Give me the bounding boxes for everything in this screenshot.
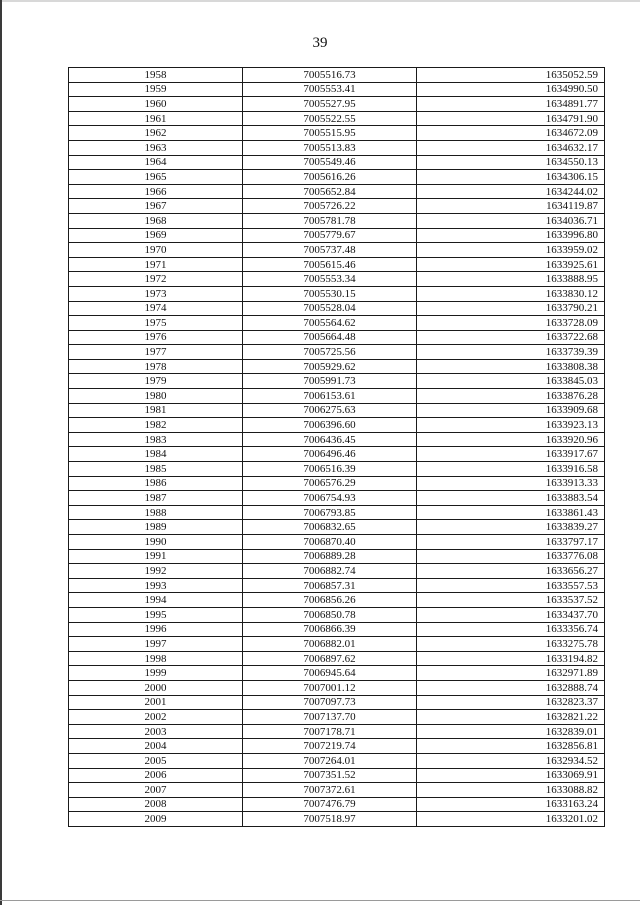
x-coordinate-cell: 7005737.48 xyxy=(243,243,417,258)
y-coordinate-cell: 1633913.33 xyxy=(417,476,605,491)
y-coordinate-cell: 1633861.43 xyxy=(417,505,605,520)
table-row xyxy=(69,695,605,710)
point-number-cell: 1961 xyxy=(69,111,243,126)
y-coordinate-cell: 1633194.82 xyxy=(417,651,605,666)
point-number-cell: 1966 xyxy=(69,184,243,199)
y-coordinate-cell: 1633790.21 xyxy=(417,301,605,316)
point-number-cell: 1979 xyxy=(69,374,243,389)
point-number-cell: 1977 xyxy=(69,345,243,360)
y-coordinate-cell: 1633088.82 xyxy=(417,783,605,798)
x-coordinate-cell: 7007351.52 xyxy=(243,768,417,783)
point-number-cell: 2001 xyxy=(69,695,243,710)
page-top-edge xyxy=(0,0,640,2)
point-number-cell: 1994 xyxy=(69,593,243,608)
table-row xyxy=(69,126,605,141)
point-number-cell: 2008 xyxy=(69,797,243,812)
table-row xyxy=(69,97,605,112)
x-coordinate-cell: 7005515.95 xyxy=(243,126,417,141)
point-number-cell: 1993 xyxy=(69,578,243,593)
table-row xyxy=(69,724,605,739)
point-number-cell: 1982 xyxy=(69,418,243,433)
page-bottom-edge xyxy=(0,900,640,901)
point-number-cell: 1965 xyxy=(69,170,243,185)
table-row xyxy=(69,593,605,608)
x-coordinate-cell: 7006576.29 xyxy=(243,476,417,491)
table-row xyxy=(69,680,605,695)
x-coordinate-cell: 7005527.95 xyxy=(243,97,417,112)
point-number-cell: 1997 xyxy=(69,637,243,652)
y-coordinate-cell: 1633797.17 xyxy=(417,535,605,550)
table-row xyxy=(69,257,605,272)
y-coordinate-cell: 1633845.03 xyxy=(417,374,605,389)
y-coordinate-cell: 1634672.09 xyxy=(417,126,605,141)
x-coordinate-cell: 7005726.22 xyxy=(243,199,417,214)
y-coordinate-cell: 1633923.13 xyxy=(417,418,605,433)
point-number-cell: 1975 xyxy=(69,316,243,331)
x-coordinate-cell: 7007264.01 xyxy=(243,753,417,768)
table-row xyxy=(69,418,605,433)
table-row xyxy=(69,753,605,768)
point-number-cell: 1962 xyxy=(69,126,243,141)
point-number-cell: 1999 xyxy=(69,666,243,681)
table-row xyxy=(69,286,605,301)
point-number-cell: 2009 xyxy=(69,812,243,827)
x-coordinate-cell: 7005616.26 xyxy=(243,170,417,185)
table-row xyxy=(69,637,605,652)
table-row xyxy=(69,491,605,506)
table-row xyxy=(69,199,605,214)
y-coordinate-cell: 1633888.95 xyxy=(417,272,605,287)
table-row xyxy=(69,68,605,83)
y-coordinate-cell: 1633437.70 xyxy=(417,607,605,622)
point-number-cell: 1983 xyxy=(69,432,243,447)
x-coordinate-cell: 7005929.62 xyxy=(243,359,417,374)
y-coordinate-cell: 1632856.81 xyxy=(417,739,605,754)
table-row xyxy=(69,243,605,258)
x-coordinate-cell: 7007518.97 xyxy=(243,812,417,827)
x-coordinate-cell: 7006945.64 xyxy=(243,666,417,681)
point-number-cell: 1996 xyxy=(69,622,243,637)
table-row xyxy=(69,476,605,491)
y-coordinate-cell: 1633557.53 xyxy=(417,578,605,593)
point-number-cell: 2005 xyxy=(69,753,243,768)
x-coordinate-cell: 7006436.45 xyxy=(243,432,417,447)
y-coordinate-cell: 1634990.50 xyxy=(417,82,605,97)
table-row xyxy=(69,316,605,331)
y-coordinate-cell: 1634550.13 xyxy=(417,155,605,170)
table-row xyxy=(69,797,605,812)
y-coordinate-cell: 1633656.27 xyxy=(417,564,605,579)
x-coordinate-cell: 7006897.62 xyxy=(243,651,417,666)
y-coordinate-cell: 1632821.22 xyxy=(417,710,605,725)
table-row xyxy=(69,170,605,185)
point-number-cell: 2002 xyxy=(69,710,243,725)
x-coordinate-cell: 7006754.93 xyxy=(243,491,417,506)
table-row xyxy=(69,520,605,535)
x-coordinate-cell: 7005553.41 xyxy=(243,82,417,97)
y-coordinate-cell: 1633163.24 xyxy=(417,797,605,812)
x-coordinate-cell: 7006856.26 xyxy=(243,593,417,608)
point-number-cell: 1959 xyxy=(69,82,243,97)
table-row xyxy=(69,651,605,666)
y-coordinate-cell: 1633839.27 xyxy=(417,520,605,535)
table-row xyxy=(69,330,605,345)
point-number-cell: 1984 xyxy=(69,447,243,462)
y-coordinate-cell: 1634632.17 xyxy=(417,140,605,155)
x-coordinate-cell: 7006793.85 xyxy=(243,505,417,520)
table-row xyxy=(69,549,605,564)
x-coordinate-cell: 7007476.79 xyxy=(243,797,417,812)
point-number-cell: 1974 xyxy=(69,301,243,316)
x-coordinate-cell: 7006153.61 xyxy=(243,389,417,404)
x-coordinate-cell: 7005564.62 xyxy=(243,316,417,331)
point-number-cell: 1986 xyxy=(69,476,243,491)
x-coordinate-cell: 7005615.46 xyxy=(243,257,417,272)
table-row xyxy=(69,155,605,170)
table-row xyxy=(69,710,605,725)
point-number-cell: 1995 xyxy=(69,607,243,622)
point-number-cell: 2004 xyxy=(69,739,243,754)
table-row xyxy=(69,389,605,404)
x-coordinate-cell: 7005725.56 xyxy=(243,345,417,360)
x-coordinate-cell: 7005516.73 xyxy=(243,68,417,83)
y-coordinate-cell: 1632971.89 xyxy=(417,666,605,681)
table-row xyxy=(69,432,605,447)
y-coordinate-cell: 1634244.02 xyxy=(417,184,605,199)
y-coordinate-cell: 1633808.38 xyxy=(417,359,605,374)
table-row xyxy=(69,535,605,550)
x-coordinate-cell: 7006882.01 xyxy=(243,637,417,652)
y-coordinate-cell: 1633356.74 xyxy=(417,622,605,637)
point-number-cell: 1960 xyxy=(69,97,243,112)
x-coordinate-cell: 7005549.46 xyxy=(243,155,417,170)
y-coordinate-cell: 1633876.28 xyxy=(417,389,605,404)
y-coordinate-cell: 1634036.71 xyxy=(417,213,605,228)
x-coordinate-cell: 7005781.78 xyxy=(243,213,417,228)
point-number-cell: 1976 xyxy=(69,330,243,345)
table-row xyxy=(69,739,605,754)
coordinate-table xyxy=(68,67,605,827)
point-number-cell: 1981 xyxy=(69,403,243,418)
table-row xyxy=(69,82,605,97)
x-coordinate-cell: 7005553.34 xyxy=(243,272,417,287)
point-number-cell: 2007 xyxy=(69,783,243,798)
x-coordinate-cell: 7006850.78 xyxy=(243,607,417,622)
table-row xyxy=(69,301,605,316)
point-number-cell: 1970 xyxy=(69,243,243,258)
y-coordinate-cell: 1633275.78 xyxy=(417,637,605,652)
table-row xyxy=(69,111,605,126)
y-coordinate-cell: 1632823.37 xyxy=(417,695,605,710)
point-number-cell: 1998 xyxy=(69,651,243,666)
table-row xyxy=(69,345,605,360)
point-number-cell: 1972 xyxy=(69,272,243,287)
x-coordinate-cell: 7006857.31 xyxy=(243,578,417,593)
x-coordinate-cell: 7006882.74 xyxy=(243,564,417,579)
table-row xyxy=(69,505,605,520)
table-row xyxy=(69,403,605,418)
table-row xyxy=(69,447,605,462)
table-row xyxy=(69,607,605,622)
table-row xyxy=(69,622,605,637)
table-row xyxy=(69,783,605,798)
y-coordinate-cell: 1633920.96 xyxy=(417,432,605,447)
point-number-cell: 1968 xyxy=(69,213,243,228)
x-coordinate-cell: 7006866.39 xyxy=(243,622,417,637)
x-coordinate-cell: 7007372.61 xyxy=(243,783,417,798)
x-coordinate-cell: 7005991.73 xyxy=(243,374,417,389)
y-coordinate-cell: 1633883.54 xyxy=(417,491,605,506)
y-coordinate-cell: 1633776.08 xyxy=(417,549,605,564)
point-number-cell: 1978 xyxy=(69,359,243,374)
point-number-cell: 1991 xyxy=(69,549,243,564)
x-coordinate-cell: 7005652.84 xyxy=(243,184,417,199)
x-coordinate-cell: 7005513.83 xyxy=(243,140,417,155)
y-coordinate-cell: 1632888.74 xyxy=(417,680,605,695)
y-coordinate-cell: 1633959.02 xyxy=(417,243,605,258)
point-number-cell: 1987 xyxy=(69,491,243,506)
y-coordinate-cell: 1633830.12 xyxy=(417,286,605,301)
table-row xyxy=(69,578,605,593)
x-coordinate-cell: 7006396.60 xyxy=(243,418,417,433)
x-coordinate-cell: 7007178.71 xyxy=(243,724,417,739)
y-coordinate-cell: 1632934.52 xyxy=(417,753,605,768)
table-row xyxy=(69,812,605,827)
point-number-cell: 1985 xyxy=(69,462,243,477)
y-coordinate-cell: 1632839.01 xyxy=(417,724,605,739)
x-coordinate-cell: 7006516.39 xyxy=(243,462,417,477)
point-number-cell: 1988 xyxy=(69,505,243,520)
x-coordinate-cell: 7006870.40 xyxy=(243,535,417,550)
y-coordinate-cell: 1633069.91 xyxy=(417,768,605,783)
y-coordinate-cell: 1633739.39 xyxy=(417,345,605,360)
x-coordinate-cell: 7005528.04 xyxy=(243,301,417,316)
point-number-cell: 1964 xyxy=(69,155,243,170)
point-number-cell: 1967 xyxy=(69,199,243,214)
x-coordinate-cell: 7006889.28 xyxy=(243,549,417,564)
page-number: 39 xyxy=(312,35,328,51)
y-coordinate-cell: 1634791.90 xyxy=(417,111,605,126)
table-row xyxy=(69,374,605,389)
table-row xyxy=(69,564,605,579)
y-coordinate-cell: 1634891.77 xyxy=(417,97,605,112)
x-coordinate-cell: 7007219.74 xyxy=(243,739,417,754)
point-number-cell: 1971 xyxy=(69,257,243,272)
y-coordinate-cell: 1633537.52 xyxy=(417,593,605,608)
point-number-cell: 2006 xyxy=(69,768,243,783)
x-coordinate-cell: 7007137.70 xyxy=(243,710,417,725)
table-row xyxy=(69,768,605,783)
x-coordinate-cell: 7005530.15 xyxy=(243,286,417,301)
y-coordinate-cell: 1633722.68 xyxy=(417,330,605,345)
y-coordinate-cell: 1633917.67 xyxy=(417,447,605,462)
y-coordinate-cell: 1635052.59 xyxy=(417,68,605,83)
y-coordinate-cell: 1633916.58 xyxy=(417,462,605,477)
point-number-cell: 1973 xyxy=(69,286,243,301)
point-number-cell: 1980 xyxy=(69,389,243,404)
point-number-cell: 1992 xyxy=(69,564,243,579)
x-coordinate-cell: 7005779.67 xyxy=(243,228,417,243)
x-coordinate-cell: 7005522.55 xyxy=(243,111,417,126)
table-row xyxy=(69,462,605,477)
y-coordinate-cell: 1634306.15 xyxy=(417,170,605,185)
x-coordinate-cell: 7005664.48 xyxy=(243,330,417,345)
table-row xyxy=(69,272,605,287)
x-coordinate-cell: 7006496.46 xyxy=(243,447,417,462)
table-row xyxy=(69,140,605,155)
page-left-edge xyxy=(0,0,2,905)
y-coordinate-cell: 1634119.87 xyxy=(417,199,605,214)
y-coordinate-cell: 1633925.61 xyxy=(417,257,605,272)
point-number-cell: 1963 xyxy=(69,140,243,155)
table-row xyxy=(69,359,605,374)
point-number-cell: 1989 xyxy=(69,520,243,535)
x-coordinate-cell: 7006832.65 xyxy=(243,520,417,535)
point-number-cell: 1958 xyxy=(69,68,243,83)
point-number-cell: 2003 xyxy=(69,724,243,739)
x-coordinate-cell: 7007097.73 xyxy=(243,695,417,710)
point-number-cell: 1990 xyxy=(69,535,243,550)
coordinate-table-body xyxy=(69,68,605,827)
table-row xyxy=(69,228,605,243)
y-coordinate-cell: 1633996.80 xyxy=(417,228,605,243)
point-number-cell: 1969 xyxy=(69,228,243,243)
y-coordinate-cell: 1633909.68 xyxy=(417,403,605,418)
y-coordinate-cell: 1633728.09 xyxy=(417,316,605,331)
table-row xyxy=(69,213,605,228)
y-coordinate-cell: 1633201.02 xyxy=(417,812,605,827)
table-row xyxy=(69,184,605,199)
table-row xyxy=(69,666,605,681)
point-number-cell: 2000 xyxy=(69,680,243,695)
x-coordinate-cell: 7006275.63 xyxy=(243,403,417,418)
x-coordinate-cell: 7007001.12 xyxy=(243,680,417,695)
